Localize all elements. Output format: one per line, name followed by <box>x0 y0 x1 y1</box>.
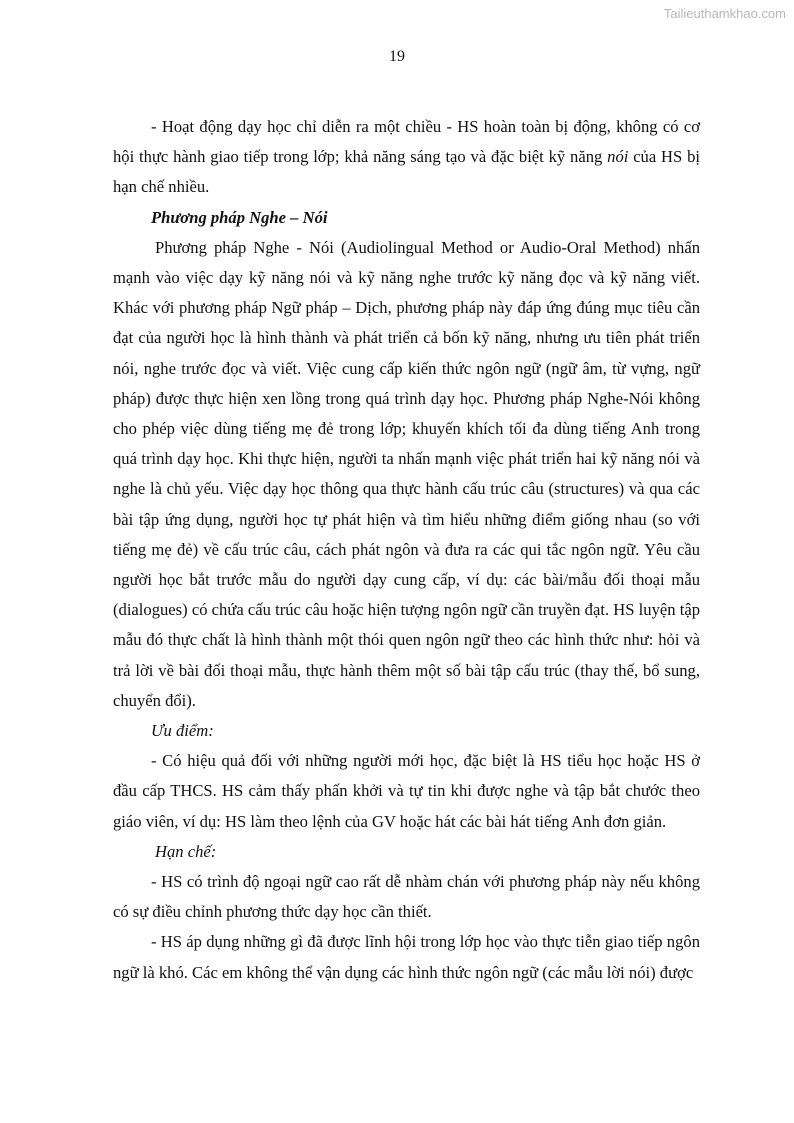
paragraph-limitation-application: - HS áp dụng những gì đã được lĩnh hội trong lớp học vào thực tiễn giao tiếp ngôn ngữ là khó. Các em không thể vận dụng các hình thức ngôn ngữ (các mẫu lời nói) được <box>113 932 700 982</box>
paragraph-advantages: - Có hiệu quả đối với những người mới học, đặc biệt là HS tiểu học hoặc HS ở đầu cấp THCS. HS cảm thấy phấn khởi và tự tin khi được nghe và tập bắt chước theo giáo viên, ví dụ: HS làm theo lệnh của GV hoặc hát các bài hát tiếng Anh đơn giản. <box>113 751 700 831</box>
document-body <box>113 112 700 988</box>
section-heading: Phương pháp Nghe – Nói <box>151 207 328 227</box>
paragraph-method-description: Phương pháp Nghe - Nói (Audiolingual Method or Audio-Oral Method) nhấn mạnh vào việc dạy kỹ năng nói và kỹ năng nghe trước kỹ năng đọc và kỹ năng viết. Khác với phương pháp Ngữ pháp – Dịch, phương pháp này đáp ứng đúng mục tiêu cần đạt của người học là hình thành và phát triển cả bốn kỹ năng, nhưng ưu tiên phát triển nói, nghe trước đọc và viết. Việc cung cấp kiến thức ngôn ngữ (ngữ âm, từ vựng, ngữ pháp) được thực hiện xen lồng trong quá trình dạy học. Phương pháp Nghe-Nói không cho phép việc dùng tiếng mẹ đẻ trong lớp; khuyến khích tối đa dùng tiếng Anh trong quá trình dạy học. Khi thực hiện, người ta nhấn mạnh việc phát triển hai kỹ năng nói và nghe là chủ yếu. Việc dạy học thông qua thực hành cấu trúc câu (structures) và qua các bài tập ứng dụng, người học tự phát hiện và tìm hiểu những điểm giống nhau (so với tiếng mẹ đẻ) về cấu trúc câu, cách phát ngôn và đưa ra các qui tắc ngôn ngữ. Yêu cầu người học bắt trước mẫu do người dạy cung cấp, ví dụ: các bài/mẫu đối thoại mẫu (dialogues) có chứa cấu trúc câu hoặc hiện tượng ngôn ngữ cần truyền đạt. HS luyện tập mẫu đó thực chất là hình thành một thói quen ngôn ngữ theo các hình thức như: hỏi và trả lời về bài đối thoại mẫu, thực hành thêm một số bài tập cấu trúc (thay thế, bổ sung, chuyển đổi). <box>113 237 700 710</box>
page-number: 19 <box>389 48 405 65</box>
paragraph-text: - Hoạt động dạy học chỉ diễn ra một chiều - HS hoàn toàn bị động, không có cơ hội thực hành giao tiếp trong lớp; khả năng sáng tạo và đặc biệt kỹ năng <box>113 117 700 167</box>
paragraph-text: của HS bị hạn chế nhiều. <box>113 147 701 197</box>
watermark: Tailieuthamkhao.com <box>663 6 786 21</box>
limitations-heading: Hạn chế: <box>155 841 217 861</box>
emphasis-text: nói <box>607 147 629 167</box>
paragraph-disadvantage-one-way <box>113 112 700 203</box>
paragraph-limitation-boredom: - HS có trình độ ngoại ngữ cao rất dễ nhàm chán với phương pháp này nếu không có sự điều chỉnh phương thức dạy học cần thiết. <box>113 872 700 922</box>
advantages-heading: Ưu điểm: <box>151 721 214 741</box>
